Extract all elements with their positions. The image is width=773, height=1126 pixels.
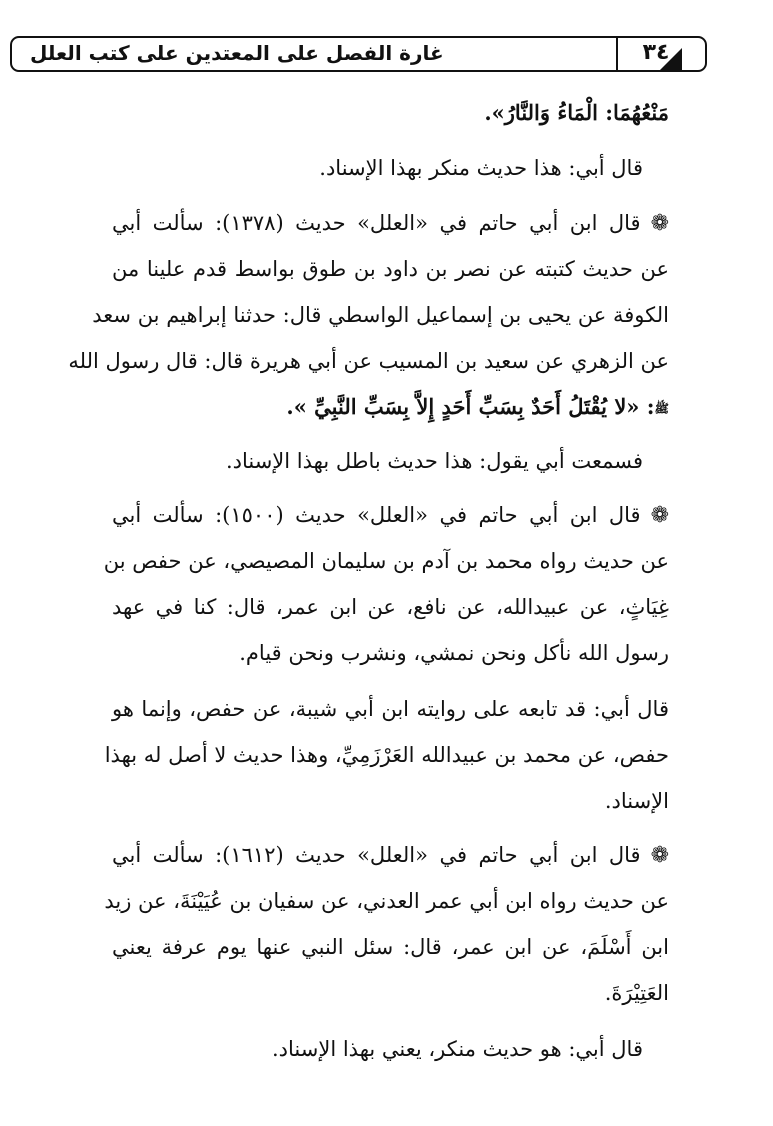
paragraph-start-1378	[112, 208, 669, 239]
text-line-6: عن الزهري عن سعيد بن المسيب عن أبي هريرة قال: قال رسول الله	[68, 349, 669, 373]
text-line-2: قال أبي: هذا حديث منكر بهذا الإسناد.	[319, 156, 643, 180]
text-line-20: قال أبي: هو حديث منكر، يعني بهذا الإسناد.	[272, 1037, 643, 1061]
text-line-3: قال ابن أبي حاتم في «العلل» حديث (١٣٧٨): سألت أبي	[112, 211, 641, 235]
text-line-19: العَتِيْرَةَ.	[604, 981, 669, 1005]
blessing-icon: ﷺ	[654, 401, 669, 416]
text-line-1: مَنْعُهُمَا: الْمَاءُ وَالنَّارُ».	[484, 100, 669, 125]
hadith-line	[286, 392, 669, 424]
text-line-7: : «لا يُقْتَلُ أَحَدٌ بِسَبِّ أَحَدٍ إِلاَّ بِسَبِّ النَّبِيِّ ».	[286, 394, 655, 419]
text-line-13: قال أبي: قد تابعه على روايته ابن أبي شيبة، عن حفص، وإنما هو	[112, 697, 669, 721]
text-line-5: الكوفة عن يحيى بن إسماعيل الواسطي قال: حدثنا إبراهيم بن سعد	[92, 303, 669, 327]
flower-ornament-icon: ❁	[650, 843, 669, 868]
paragraph-start-1612	[112, 840, 669, 871]
text-line-15: الإسناد.	[604, 789, 669, 813]
text-line-16: قال ابن أبي حاتم في «العلل» حديث (١٦١٢): سألت أبي	[112, 843, 641, 867]
text-line-17: عن حديث رواه ابن أبي عمر العدني، عن سفيان بن عُيَيْنَةَ، عن زيد	[104, 889, 669, 913]
flower-ornament-icon: ❁	[650, 503, 669, 528]
text-line-8: فسمعت أبي يقول: هذا حديث باطل بهذا الإسناد.	[225, 449, 643, 473]
header-title: غارة الفصل على المعتدين على كتب العلل	[30, 41, 444, 65]
page-number: ٣٤	[642, 40, 670, 65]
text-line-12: رسول الله نأكل ونحن نمشي، ونشرب ونحن قيام.	[239, 641, 669, 665]
text-line-11: غِيَاثٍ، عن عبيدالله، عن نافع، عن ابن عمر، قال: كنا في عهد	[112, 595, 669, 619]
paragraph-start-1500	[112, 500, 669, 531]
text-line-10: عن حديث رواه محمد بن آدم بن سليمان المصيصي، عن حفص بن	[103, 549, 669, 573]
header-divider	[616, 38, 618, 70]
text-line-9: قال ابن أبي حاتم في «العلل» حديث (١٥٠٠): سألت أبي	[112, 503, 641, 527]
text-line-14: حفص، عن محمد بن عبيدالله العَرْزَمِيِّ، وهذا حديث لا أصل له بهذا	[104, 743, 669, 767]
running-header	[10, 36, 707, 72]
flower-ornament-icon: ❁	[650, 211, 669, 236]
text-line-18: ابن أَسْلَمَ، عن ابن عمر، قال: سئل النبي عنها يوم عرفة يعني	[112, 935, 669, 959]
text-line-4: عن حديث كتبته عن نصر بن داود بن طوق بواسط قدم علينا من	[112, 257, 669, 281]
